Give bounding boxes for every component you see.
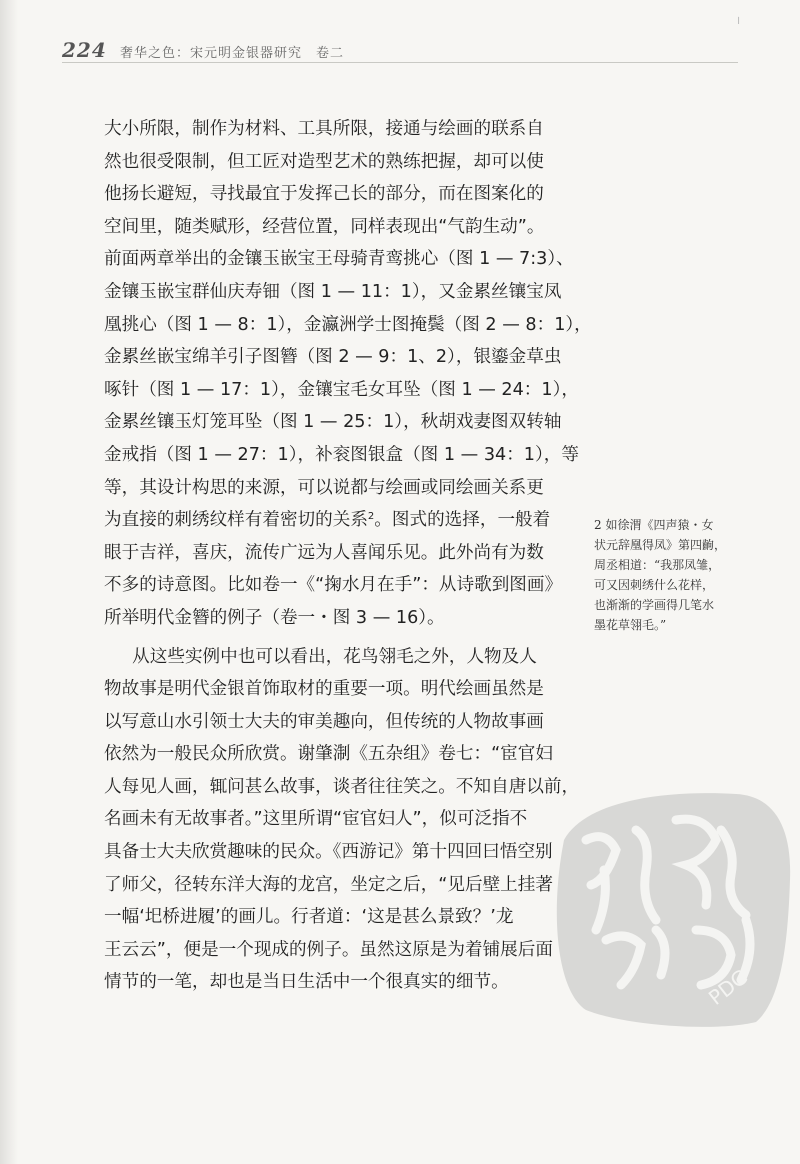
running-head: 奢华之色：宋元明金银器研究 卷二 bbox=[120, 46, 345, 61]
text-line: 凰挑心（图 1 — 8：1），金瀛洲学士图掩鬓（图 2 — 8：1）， bbox=[104, 314, 592, 335]
text-line: 大小所限，制作为材料、工具所限，接通与绘画的联系自 bbox=[104, 119, 544, 139]
text-line: 啄针（图 1 — 17：1），金镶宝毛女耳坠（图 1 — 24：1）， bbox=[104, 379, 579, 400]
text-line: 眼于吉祥，喜庆，流传广远为人喜闻乐见。此外尚有为数 bbox=[104, 542, 544, 563]
text-line: 金累丝镶玉灯笼耳坠（图 1 — 25：1），秋胡戏妻图双转轴 bbox=[104, 412, 562, 433]
text-line: 以写意山水引领士大夫的审美趣向，但传统的人物故事画 bbox=[104, 711, 544, 732]
text-line: 人每见人画，辄问甚么故事，谈者往往笑之。不知自唐以前， bbox=[104, 776, 580, 797]
sidenote-line: 2 如徐渭《四声猿・女 bbox=[594, 518, 714, 532]
corner-mark-icon: ╷ bbox=[735, 10, 743, 24]
text-line: 名画未有无故事者。”这里所谓“宦官妇人”，似可泛指不 bbox=[104, 809, 528, 830]
main-text bbox=[104, 113, 592, 999]
text-line: 依然为一般民众所欣赏。谢肇淛《五杂组》卷七：“宦官妇 bbox=[104, 744, 553, 765]
text-line: 然也很受限制，但工匠对造型艺术的熟练把握，却可以使 bbox=[104, 151, 544, 172]
text-line: 所举明代金簪的例子（卷一・图 3 — 16）。 bbox=[104, 607, 445, 628]
text-line: 金戒指（图 1 — 27：1），补衮图银盒（图 1 — 34：1），等 bbox=[104, 444, 579, 465]
text-line-with-footnote bbox=[104, 504, 580, 537]
text-line: 一幅‘圯桥进履’的画儿。行者道：‘这是甚么景致？’龙 bbox=[104, 907, 514, 928]
text-line: 等，其设计构思的来源，可以说都与绘画或同绘画关系更 bbox=[104, 477, 544, 498]
text-line: 具备士大夫欣赏趣味的民众。《西游记》第十四回曰悟空别 bbox=[104, 842, 553, 863]
text-line: 情节的一笔，却也是当日生活中一个很真实的细节。 bbox=[104, 972, 509, 993]
sidenote-line: 可又因刺绣什么花样， bbox=[594, 578, 715, 592]
text-segment: 。图式的选择，一般着 bbox=[374, 510, 551, 531]
page-header bbox=[62, 36, 762, 64]
text-line: 王云云”，便是一个现成的例子。虽然这原是为着铺展后面 bbox=[104, 939, 553, 960]
footnote-marker[interactable]: 2 bbox=[367, 511, 375, 523]
text-line: 从这些实例中也可以看出，花鸟翎毛之外，人物及人 bbox=[132, 646, 537, 667]
page-gutter-shadow bbox=[0, 0, 18, 1164]
sidenote bbox=[594, 515, 774, 635]
sidenote-line: 状元辞凰得凤》第四齣， bbox=[594, 538, 727, 552]
text-line: 不多的诗意图。比如卷一《“掬水月在手”：从诗歌到图画》 bbox=[104, 575, 563, 596]
text-line: 了师父，径转东洋大海的龙宫，坐定之后，“见后壁上挂著 bbox=[104, 874, 553, 895]
text-line: 他扬长避短，寻找最宜于发挥己长的部分，而在图案化的 bbox=[104, 184, 544, 205]
text-line: 金累丝嵌宝绵羊引子图簪（图 2 — 9：1、2），银鎏金草虫 bbox=[104, 347, 562, 368]
page-number: 224 bbox=[62, 38, 107, 62]
text-line: 空间里，随类赋形，经营位置，同样表现出“气韵生动”。 bbox=[104, 216, 545, 237]
sidenote-line: 也渐渐的学画得几笔水 bbox=[594, 598, 715, 612]
text-segment: 为直接的刺绣纹样有着密切的关系 bbox=[104, 510, 368, 531]
sidenote-line: 墨花草翎毛。” bbox=[594, 618, 667, 632]
text-line: 前面两章举出的金镶玉嵌宝王母骑青鸾挑心（图 1 — 7:3）、 bbox=[104, 249, 574, 270]
header-rule bbox=[62, 62, 738, 63]
sidenote-line: 周丞相道：“我那凤雏， bbox=[594, 558, 721, 572]
text-line: 金镶玉嵌宝群仙庆寿钿（图 1 — 11：1），又金累丝镶宝凤 bbox=[104, 281, 562, 302]
text-line: 物故事是明代金银首饰取材的重要一项。明代绘画虽然是 bbox=[104, 679, 544, 700]
watermark-seal-icon bbox=[546, 770, 796, 1030]
watermark-label: PDG bbox=[703, 964, 753, 1010]
